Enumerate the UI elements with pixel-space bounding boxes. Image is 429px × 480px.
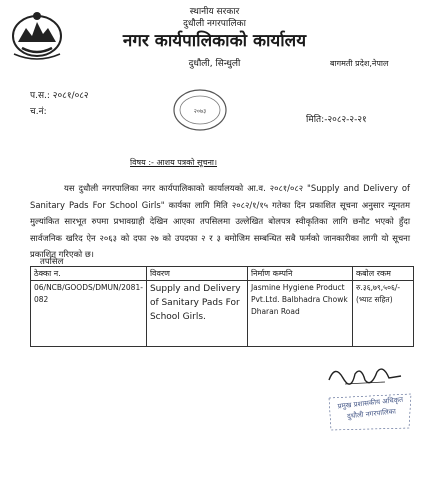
province-label: बागमती प्रदेश,नेपाल xyxy=(330,59,389,68)
company-cell: Jasmine Hygiene Product Pvt.Ltd. Balbhadra Chowk Dharan Road xyxy=(247,281,352,347)
table-caption: तपसिल xyxy=(40,257,64,267)
col-contract-no: ठेक्का न. xyxy=(31,267,147,281)
amount-note: (भ्याट सहित) xyxy=(355,295,393,304)
letter-date: मिति:-२०८२-२-२१ xyxy=(306,115,367,125)
office-location: दुधौली, सिन्धुली xyxy=(188,59,241,69)
amount-value: रु.३६,७९,५०६/- xyxy=(355,283,401,292)
notice-body xyxy=(30,180,410,263)
header-municipality: दुधौली नगरपालिका xyxy=(183,19,246,29)
col-amount: कबोल रकम xyxy=(352,267,413,281)
subject-line: विषय :- आशय पत्रको सूचना। xyxy=(130,158,218,167)
svg-text:२०७३: २०७३ xyxy=(193,108,207,115)
amount-cell xyxy=(352,281,413,347)
description-cell: Supply and Delivery of Sanitary Pads For School Girls. xyxy=(146,281,247,347)
table-row xyxy=(31,281,414,347)
stamp-line-title: प्रमुख प्रशासकीय अधिकृत xyxy=(337,395,404,411)
table-header-row xyxy=(31,267,414,281)
header-line1: स्थानीय सरकार xyxy=(189,7,240,17)
stamp-line-office: दुधौली नगरपालिका xyxy=(346,407,397,421)
office-title: नगर कार्यपालिकाको कार्यालय xyxy=(122,31,307,51)
notice-paragraph: यस दुधौली नगरपालिका नगर कार्यपालिकाको कार्यालयको आ.व. २०८१/०८२ "Supply and Delivery of Sanitary Pads For School Girls" कार्यका लागि मिति २०८२/१/१५ गतेका दिन प्रकाशित सूचना अनुसार न्यूनतम मुल्यांकित सारभूत रुपमा प्रभावग्राही देखिन आएका तपसिलमा उल्लेखित बोलपत्र स्वीकृतिका लागि छनौट भएको हुँदा सार्वजनिक खरिद ऐन २०६३ को दफा २७ को उपदफा २ र ३ बमोजिम सम्बन्धित सबै फर्मको जानकारीका लागी यो सूचना प्रकाशित गरिएको छ। xyxy=(30,183,410,259)
signature-icon xyxy=(325,360,405,390)
official-seal-icon xyxy=(172,88,228,132)
award-table xyxy=(30,266,414,347)
patra-sankhya: प.स.: २०८१/०८२ xyxy=(30,91,89,101)
officer-stamp xyxy=(325,392,415,432)
contract-number-cell: 06/NCB/GOODS/DMUN/2081-082 xyxy=(31,281,147,347)
col-company: निर्माण कम्पनि xyxy=(247,267,352,281)
chalani-number: च.नं: xyxy=(30,107,47,117)
col-description: विवरण xyxy=(146,267,247,281)
